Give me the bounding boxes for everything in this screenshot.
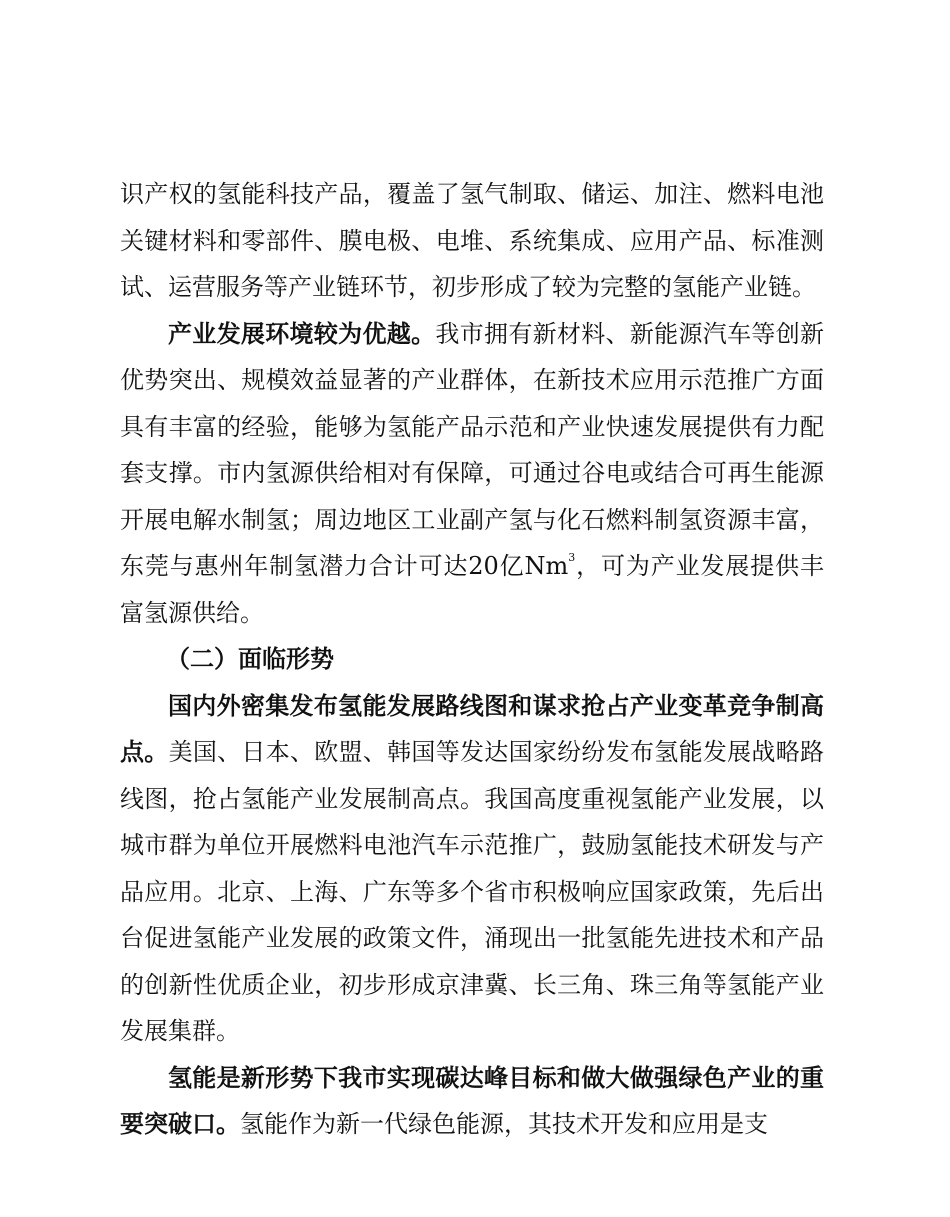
superscript-cubic: 3 [568, 551, 576, 564]
paragraph-text-tail: ，可为产业发展提供丰富氢源供给。 [120, 552, 825, 627]
paragraph-lead-bold: 产业发展环境较为优越。 [168, 318, 436, 348]
section-heading: （二）面临形势 [166, 644, 334, 673]
paragraph-breakthrough [120, 1055, 824, 1148]
paragraph-lead-bold: 国内外密集发布氢能发展路线图和谋求抢占产业变革竞争制高点。 [120, 690, 824, 766]
paragraph-text: 我市拥有新材料、新能源汽车等创新优势突出、规模效益显著的产业群体，在新技术应用示范推广方面具有丰富的经验，能够为氢能产品示范和产业快速发展提供有力配套支撑。市内氢源供给相对有保障，可通过谷电或结合可再生能源开展电解水制氢；周边地区工业副产氢与化石燃料制氢资源丰富，东莞与惠州年制氢潜力合计可达20亿Nm [120, 319, 825, 580]
paragraph-environment [120, 311, 824, 637]
document-page [120, 171, 824, 1148]
paragraph-text: 美国、日本、欧盟、韩国等发达国家纷纷发布氢能发展战略路线图，抢占氢能产业发展制高点。我国高度重视氢能产业发展，以城市群为单位开展燃料电池汽车示范推广，鼓励氢能技术研发与产品应用。北京、上海、广东等多个省市积极响应国家政策，先后出台促进氢能产业发展的政策文件，涌现出一批氢能先进技术和产品的创新性优质企业，初步形成京津冀、长三角、珠三角等氢能产业发展集群。 [120, 738, 825, 1045]
paragraph-lead-bold: 氢能是新形势下我市实现碳达峰目标和做大做强绿色产业的重要突破口。 [120, 1062, 824, 1138]
paragraph-situation [120, 683, 824, 1055]
paragraph-text: 氢能作为新一代绿色能源，其技术开发和应用是支 [240, 1110, 768, 1138]
paragraph-text: 识产权的氢能科技产品，覆盖了氢气制取、储运、加注、燃料电池关键材料和零部件、膜电极、电堆、系统集成、应用产品、标准测试、运营服务等产业链环节，初步形成了较为完整的氢能产业链。 [120, 180, 824, 301]
paragraph-industry-chain [120, 171, 824, 311]
